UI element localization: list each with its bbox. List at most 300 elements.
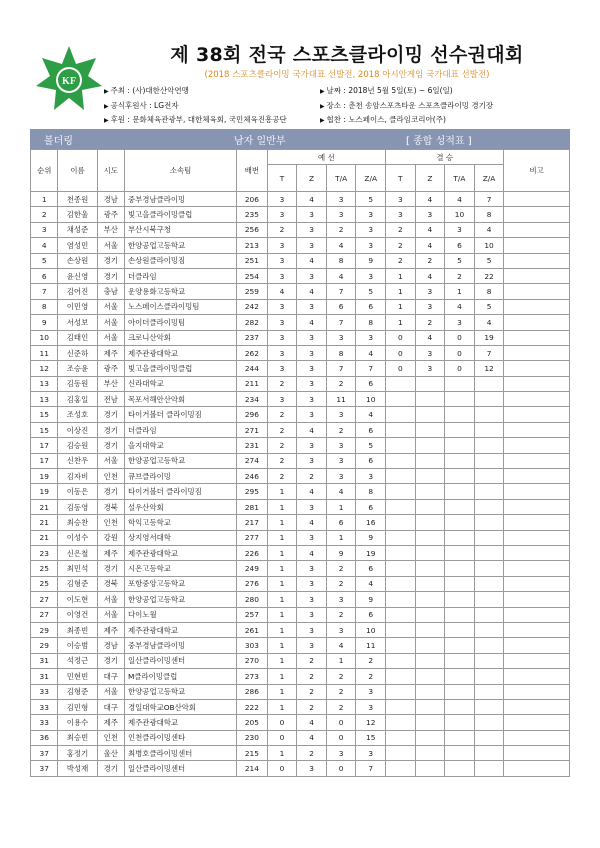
cell-q-top: 1	[267, 515, 297, 530]
cell-q-zone: 3	[297, 638, 327, 653]
table-row	[31, 761, 570, 776]
cell-region: 대구	[97, 699, 124, 714]
cell-f-zone-attempts: 10	[474, 238, 504, 253]
cell-remarks	[504, 268, 570, 283]
header-qualification: 예 선	[267, 150, 385, 165]
cell-bib: 257	[237, 607, 268, 622]
cell-region: 경북	[97, 576, 124, 591]
cell-q-top: 0	[267, 730, 297, 745]
cell-rank: 37	[31, 761, 58, 776]
cell-f-top	[386, 545, 416, 560]
cell-name: 이용수	[58, 715, 97, 730]
cell-bib: 230	[237, 730, 268, 745]
cell-remarks	[504, 576, 570, 591]
cell-f-zone: 4	[415, 238, 445, 253]
cell-q-zone-attempts: 3	[356, 222, 386, 237]
cell-f-zone: 3	[415, 361, 445, 376]
cell-region: 대구	[97, 669, 124, 684]
cell-region: 경기	[97, 484, 124, 499]
cell-f-top	[386, 576, 416, 591]
cell-f-top	[386, 669, 416, 684]
cell-f-top-attempts	[445, 746, 475, 761]
cell-bib: 271	[237, 422, 268, 437]
cell-bib: 242	[237, 299, 268, 314]
cell-bib: 261	[237, 622, 268, 637]
cell-f-zone	[415, 730, 445, 745]
cell-remarks	[504, 422, 570, 437]
cell-remarks	[504, 699, 570, 714]
cell-q-top: 1	[267, 746, 297, 761]
cell-q-top-attempts: 2	[326, 669, 356, 684]
table-row	[31, 499, 570, 514]
cell-f-top: 3	[386, 207, 416, 222]
header-remarks: 비고	[504, 150, 570, 192]
cell-q-zone: 3	[297, 376, 327, 391]
header-rank: 순위	[31, 150, 58, 192]
cell-q-top: 3	[267, 207, 297, 222]
cell-remarks	[504, 407, 570, 422]
cell-q-top: 2	[267, 222, 297, 237]
cell-f-top: 1	[386, 299, 416, 314]
cell-q-top-attempts: 4	[326, 238, 356, 253]
cell-team: 손상원클라이밍짐	[125, 253, 237, 268]
cell-region: 서울	[97, 592, 124, 607]
cell-rank: 7	[31, 284, 58, 299]
cell-f-zone	[415, 438, 445, 453]
cell-f-top-attempts: 6	[445, 238, 475, 253]
cell-q-zone: 2	[297, 684, 327, 699]
cell-team: M클라이밍클럽	[125, 669, 237, 684]
cell-q-zone: 4	[297, 422, 327, 437]
cell-q-zone: 3	[297, 299, 327, 314]
cell-q-zone-attempts: 10	[356, 622, 386, 637]
cell-name: 김민형	[58, 699, 97, 714]
cell-f-zone-attempts	[474, 530, 504, 545]
cell-team: 최병호클라이밍센터	[125, 746, 237, 761]
table-row	[31, 607, 570, 622]
page-subtitle: (2018 스포츠클라이밍 국가대표 선발전, 2018 아시안게임 국가대표 선발전)	[204, 70, 490, 80]
cell-f-zone	[415, 530, 445, 545]
cell-f-zone-attempts	[474, 715, 504, 730]
cell-q-zone: 4	[297, 715, 327, 730]
table-row	[31, 238, 570, 253]
cell-remarks	[504, 238, 570, 253]
cell-team: 부산시북구청	[125, 222, 237, 237]
header-region: 시도	[97, 150, 124, 192]
cell-remarks	[504, 561, 570, 576]
cell-q-zone: 3	[297, 407, 327, 422]
cell-f-zone-attempts	[474, 499, 504, 514]
cell-name: 김홍일	[58, 392, 97, 407]
cell-q-top: 1	[267, 545, 297, 560]
cell-f-top-attempts: 4	[445, 299, 475, 314]
cell-rank: 37	[31, 746, 58, 761]
cell-f-top: 3	[386, 192, 416, 207]
cell-q-top-attempts: 0	[326, 730, 356, 745]
cell-f-top	[386, 561, 416, 576]
cell-team: 타이거볼더 클라이밍짐	[125, 407, 237, 422]
cell-rank: 31	[31, 653, 58, 668]
cell-q-zone-attempts: 4	[356, 345, 386, 360]
cell-region: 강원	[97, 530, 124, 545]
cell-name: 최승빈	[58, 730, 97, 745]
cell-f-top	[386, 438, 416, 453]
cell-q-zone: 4	[297, 284, 327, 299]
cell-f-zone	[415, 453, 445, 468]
cell-region: 광주	[97, 361, 124, 376]
cell-f-top-attempts	[445, 530, 475, 545]
cell-rank: 29	[31, 638, 58, 653]
cell-remarks	[504, 192, 570, 207]
cell-q-top-attempts: 4	[326, 268, 356, 283]
cell-remarks	[504, 453, 570, 468]
cell-rank: 23	[31, 545, 58, 560]
cell-remarks	[504, 222, 570, 237]
cell-f-top	[386, 407, 416, 422]
cell-q-zone: 3	[297, 530, 327, 545]
cell-region: 서울	[97, 315, 124, 330]
cell-q-zone-attempts: 3	[356, 330, 386, 345]
cell-f-zone	[415, 515, 445, 530]
cell-bib: 226	[237, 545, 268, 560]
cell-f-top-attempts: 3	[445, 315, 475, 330]
cell-q-top: 1	[267, 669, 297, 684]
cell-bib: 244	[237, 361, 268, 376]
table-row	[31, 268, 570, 283]
cell-q-top: 1	[267, 530, 297, 545]
cell-f-top-attempts	[445, 684, 475, 699]
cell-name: 김한울	[58, 207, 97, 222]
table-row	[31, 684, 570, 699]
cell-rank: 6	[31, 268, 58, 283]
cell-remarks	[504, 761, 570, 776]
cell-team: 중부경남클라이밍	[125, 192, 237, 207]
info-date: ▶ 날짜 : 2018년 5월 5일(토) ~ 6일(일)	[320, 84, 590, 99]
cell-f-zone-attempts	[474, 469, 504, 484]
cell-rank: 8	[31, 299, 58, 314]
cell-f-zone	[415, 761, 445, 776]
header-q-zone-attempts: Z/A	[356, 165, 386, 192]
cell-q-top: 2	[267, 407, 297, 422]
table-row	[31, 730, 570, 745]
cell-region: 제주	[97, 715, 124, 730]
cell-region: 제주	[97, 545, 124, 560]
cell-f-top-attempts	[445, 484, 475, 499]
cell-team: 제주관광대학교	[125, 715, 237, 730]
cell-f-top: 2	[386, 238, 416, 253]
cell-q-top-attempts: 2	[326, 699, 356, 714]
cell-f-top	[386, 761, 416, 776]
cell-team: 한양공업고등학교	[125, 684, 237, 699]
cell-q-zone-attempts: 3	[356, 699, 386, 714]
info-cosponsor: ▶ 협찬 : 노스페이스, 클라임코리아(주)	[320, 113, 590, 128]
cell-f-zone	[415, 746, 445, 761]
cell-q-top: 1	[267, 576, 297, 591]
cell-q-zone: 3	[297, 453, 327, 468]
cell-f-zone	[415, 699, 445, 714]
cell-f-zone-attempts	[474, 746, 504, 761]
cell-f-top-attempts	[445, 715, 475, 730]
table-row	[31, 284, 570, 299]
cell-f-zone-attempts	[474, 376, 504, 391]
cell-q-top-attempts: 6	[326, 515, 356, 530]
cell-region: 경기	[97, 407, 124, 422]
cell-q-zone-attempts: 8	[356, 315, 386, 330]
header-q-top: T	[267, 165, 297, 192]
cell-f-top-attempts	[445, 392, 475, 407]
cell-rank: 15	[31, 407, 58, 422]
category-band	[30, 129, 570, 149]
cell-f-zone-attempts: 22	[474, 268, 504, 283]
cell-region: 경기	[97, 268, 124, 283]
cell-f-top	[386, 653, 416, 668]
cell-name: 이성수	[58, 530, 97, 545]
cell-remarks	[504, 315, 570, 330]
cell-rank: 25	[31, 576, 58, 591]
cell-name: 김동원	[58, 376, 97, 391]
cell-f-zone	[415, 653, 445, 668]
cell-team: 빛고을클라이밍클럽	[125, 207, 237, 222]
cell-f-zone-attempts: 8	[474, 207, 504, 222]
cell-name: 신찬우	[58, 453, 97, 468]
cell-q-zone: 4	[297, 730, 327, 745]
cell-bib: 256	[237, 222, 268, 237]
cell-q-zone: 2	[297, 669, 327, 684]
cell-q-top: 1	[267, 484, 297, 499]
cell-remarks	[504, 345, 570, 360]
cell-q-top: 1	[267, 684, 297, 699]
cell-bib: 296	[237, 407, 268, 422]
cell-bib: 295	[237, 484, 268, 499]
cell-q-top-attempts: 2	[326, 684, 356, 699]
cell-rank: 27	[31, 592, 58, 607]
cell-rank: 9	[31, 315, 58, 330]
cell-f-top	[386, 638, 416, 653]
cell-f-zone-attempts	[474, 699, 504, 714]
cell-f-zone-attempts: 8	[474, 284, 504, 299]
table-row	[31, 746, 570, 761]
cell-f-top-attempts: 0	[445, 361, 475, 376]
cell-q-zone-attempts: 3	[356, 207, 386, 222]
cell-f-top-attempts	[445, 561, 475, 576]
discipline-label: 볼더링	[44, 136, 73, 147]
cell-q-zone-attempts: 4	[356, 407, 386, 422]
cell-f-zone-attempts	[474, 484, 504, 499]
cell-region: 광주	[97, 207, 124, 222]
cell-q-zone-attempts: 5	[356, 438, 386, 453]
cell-remarks	[504, 653, 570, 668]
cell-f-zone	[415, 669, 445, 684]
cell-f-zone-attempts	[474, 730, 504, 745]
cell-q-top-attempts: 3	[326, 453, 356, 468]
cell-f-top	[386, 453, 416, 468]
cell-f-zone-attempts	[474, 438, 504, 453]
cell-rank: 29	[31, 622, 58, 637]
cell-f-zone	[415, 499, 445, 514]
cell-f-top-attempts	[445, 453, 475, 468]
cell-region: 울산	[97, 746, 124, 761]
cell-q-zone: 3	[297, 268, 327, 283]
cell-f-top	[386, 515, 416, 530]
table-row	[31, 530, 570, 545]
cell-q-zone: 3	[297, 238, 327, 253]
cell-team: 제주관광대학교	[125, 545, 237, 560]
cell-q-zone-attempts: 3	[356, 469, 386, 484]
cell-remarks	[504, 469, 570, 484]
cell-name: 김어진	[58, 284, 97, 299]
cell-q-top: 2	[267, 453, 297, 468]
cell-q-top: 2	[267, 438, 297, 453]
cell-f-zone	[415, 622, 445, 637]
cell-q-zone-attempts: 7	[356, 361, 386, 376]
table-row	[31, 561, 570, 576]
cell-q-zone: 3	[297, 576, 327, 591]
cell-remarks	[504, 592, 570, 607]
cell-q-zone-attempts: 9	[356, 592, 386, 607]
cell-region: 경기	[97, 561, 124, 576]
cell-f-zone: 4	[415, 268, 445, 283]
cell-region: 서울	[97, 684, 124, 699]
info-supporters: ▶ 후원 : 문화체육관광부, 대한체육회, 국민체육진흥공단	[104, 113, 314, 128]
cell-q-top-attempts: 3	[326, 207, 356, 222]
cell-team: 경일대학교OB산악회	[125, 699, 237, 714]
cell-team: 시온고등학교	[125, 561, 237, 576]
cell-q-top-attempts: 6	[326, 299, 356, 314]
cell-remarks	[504, 284, 570, 299]
header-final: 결 승	[386, 150, 504, 165]
cell-bib: 273	[237, 669, 268, 684]
cell-q-zone-attempts: 3	[356, 268, 386, 283]
cell-f-zone: 3	[415, 284, 445, 299]
cell-q-top: 2	[267, 469, 297, 484]
cell-f-top-attempts: 0	[445, 330, 475, 345]
cell-bib: 262	[237, 345, 268, 360]
cell-f-top	[386, 530, 416, 545]
logo-letters: KF	[62, 76, 76, 87]
cell-q-zone: 2	[297, 653, 327, 668]
cell-bib: 277	[237, 530, 268, 545]
table-row	[31, 330, 570, 345]
cell-team: 중부경남클라이밍	[125, 638, 237, 653]
cell-bib: 234	[237, 392, 268, 407]
cell-bib: 237	[237, 330, 268, 345]
cell-f-top-attempts	[445, 545, 475, 560]
cell-bib: 249	[237, 561, 268, 576]
cell-f-zone	[415, 545, 445, 560]
cell-name: 신준하	[58, 345, 97, 360]
cell-q-zone-attempts: 16	[356, 515, 386, 530]
cell-rank: 17	[31, 438, 58, 453]
cell-f-top-attempts	[445, 622, 475, 637]
cell-team: 설우산악회	[125, 499, 237, 514]
table-row	[31, 222, 570, 237]
cell-f-zone-attempts	[474, 669, 504, 684]
cell-q-top-attempts: 3	[326, 746, 356, 761]
table-row	[31, 576, 570, 591]
cell-f-zone	[415, 638, 445, 653]
cell-q-zone-attempts: 3	[356, 684, 386, 699]
results-body	[31, 192, 570, 777]
cell-region: 서울	[97, 330, 124, 345]
cell-bib: 251	[237, 253, 268, 268]
header-bib: 배번	[237, 150, 268, 192]
header-team: 소속팀	[125, 150, 237, 192]
cell-f-top-attempts	[445, 730, 475, 745]
cell-f-zone	[415, 576, 445, 591]
table-row	[31, 299, 570, 314]
cell-f-top: 1	[386, 315, 416, 330]
cell-f-zone	[415, 484, 445, 499]
cell-f-top	[386, 499, 416, 514]
cell-f-top	[386, 392, 416, 407]
cell-f-zone	[415, 715, 445, 730]
table-row	[31, 515, 570, 530]
cell-region: 경남	[97, 192, 124, 207]
cell-f-zone: 3	[415, 345, 445, 360]
cell-name: 이승범	[58, 638, 97, 653]
category-label: 남자 일반부	[234, 136, 286, 147]
table-row	[31, 361, 570, 376]
cell-q-zone-attempts: 6	[356, 299, 386, 314]
cell-remarks	[504, 638, 570, 653]
cell-q-top-attempts: 3	[326, 622, 356, 637]
cell-name: 채성준	[58, 222, 97, 237]
cell-region: 경기	[97, 422, 124, 437]
cell-region: 인천	[97, 730, 124, 745]
cell-q-top: 1	[267, 699, 297, 714]
cell-q-top-attempts: 3	[326, 469, 356, 484]
cell-q-zone: 4	[297, 192, 327, 207]
table-row	[31, 192, 570, 207]
cell-q-zone: 3	[297, 561, 327, 576]
cell-team: 노스페이스클라이밍팀	[125, 299, 237, 314]
cell-name: 신은철	[58, 545, 97, 560]
cell-q-zone: 2	[297, 699, 327, 714]
cell-team: 큐브클라이밍	[125, 469, 237, 484]
cell-remarks	[504, 499, 570, 514]
cell-region: 서울	[97, 299, 124, 314]
cell-q-zone: 3	[297, 207, 327, 222]
cell-bib: 211	[237, 376, 268, 391]
cell-q-zone-attempts: 9	[356, 530, 386, 545]
cell-f-top: 0	[386, 361, 416, 376]
cell-f-zone-attempts	[474, 576, 504, 591]
cell-f-top-attempts	[445, 438, 475, 453]
cell-team: 다이노월	[125, 607, 237, 622]
cell-f-zone	[415, 561, 445, 576]
cell-q-zone-attempts: 10	[356, 392, 386, 407]
cell-f-top	[386, 484, 416, 499]
cell-region: 부산	[97, 376, 124, 391]
cell-q-top-attempts: 7	[326, 361, 356, 376]
cell-rank: 33	[31, 699, 58, 714]
cell-remarks	[504, 376, 570, 391]
cell-name: 김태인	[58, 330, 97, 345]
cell-q-top: 1	[267, 638, 297, 653]
cell-team: 아이더클라이밍팀	[125, 315, 237, 330]
cell-f-top-attempts	[445, 376, 475, 391]
cell-f-top	[386, 684, 416, 699]
cell-q-zone-attempts: 6	[356, 422, 386, 437]
info-right	[320, 84, 590, 128]
cell-q-top-attempts: 9	[326, 545, 356, 560]
cell-remarks	[504, 684, 570, 699]
header-q-top-attempts: T/A	[326, 165, 356, 192]
cell-f-top-attempts: 0	[445, 345, 475, 360]
cell-q-top: 1	[267, 561, 297, 576]
info-sponsor: ▶ 공식후원사 : LG전자	[104, 99, 314, 114]
cell-bib: 222	[237, 699, 268, 714]
